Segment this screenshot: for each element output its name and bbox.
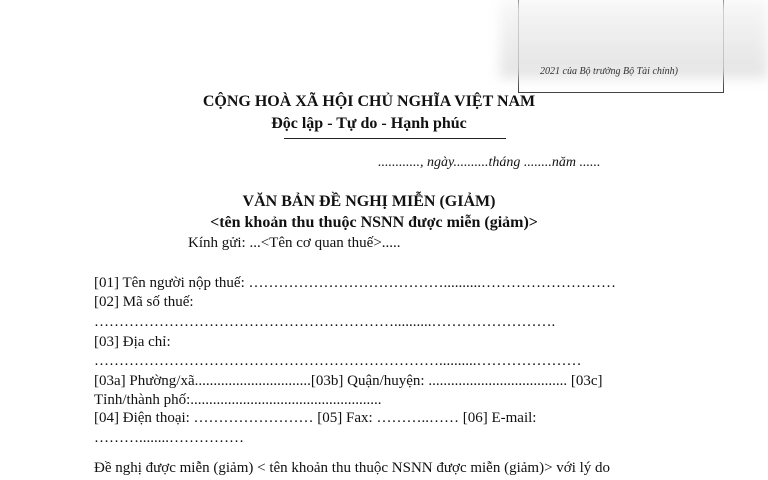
field-province: Tỉnh/thành phố:................................................... [94, 392, 382, 408]
field-tax-code: [02] Mã số thuế: [94, 294, 194, 310]
request-text: Đề nghị được miễn (giảm) < tên khoản thu thuộc NSNN được miễn (giảm)> với lý do [94, 460, 611, 476]
field-tax-code-dots: ……………………………………………………..........……………………. [94, 314, 556, 330]
field-address: [03] Địa chỉ: [94, 334, 171, 350]
field-email-dots: ………........…………… [94, 430, 244, 446]
field-ward-district: [03a] Phường/xã...............................[03b] Quận/huyện: ..................................... [03c] [94, 373, 603, 389]
header-note: 2021 của Bộ trưởng Bộ Tài chính) [540, 66, 679, 77]
date-line: ............, ngày..........tháng ........năm ...... [378, 155, 601, 170]
field-address-dots: ……………………………………………………………..........………………… [94, 353, 582, 369]
nation-heading: CỘNG HOÀ XÃ HỘI CHỦ NGHĨA VIỆT NAM [202, 93, 536, 110]
motto-underline [284, 138, 506, 139]
document-subtitle: <tên khoản thu thuộc NSNN được miễn (giảm)> [210, 214, 538, 231]
motto: Độc lập - Tự do - Hạnh phúc [271, 115, 467, 132]
field-phone-fax-email: [04] Điện thoại: …………………… [05] Fax: ………..…… [06] E-mail: [94, 410, 537, 426]
addressee: Kính gửi: ...<Tên cơ quan thuế>..... [188, 235, 401, 251]
field-taxpayer-name: [01] Tên người nộp thuế: …………………………………..........……………………… [94, 275, 617, 291]
document-title: VĂN BẢN ĐỀ NGHỊ MIỄN (GIẢM) [242, 193, 496, 210]
